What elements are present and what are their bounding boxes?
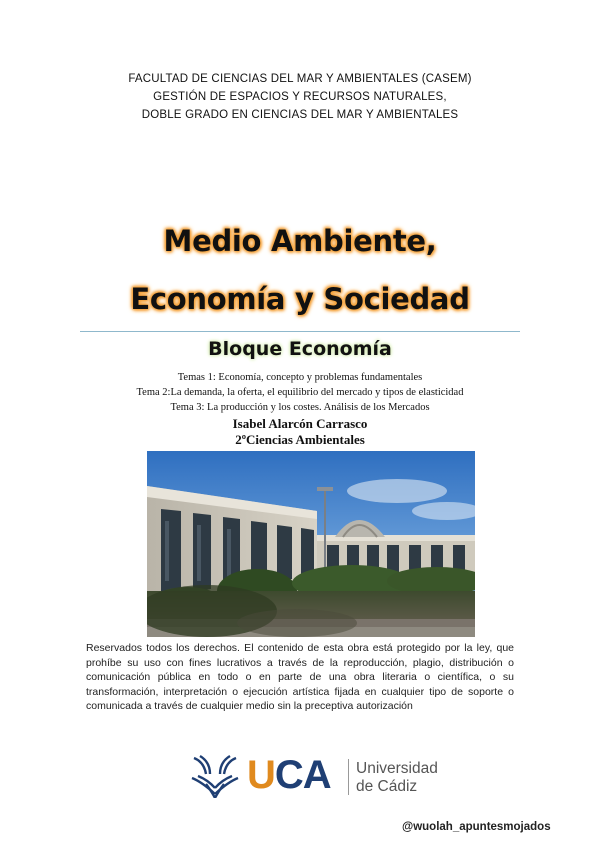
document-title-line1: Medio Ambiente, (163, 224, 437, 258)
topic-item: Temas 1: Economía, concepto y problemas fundamentales (177, 372, 423, 383)
faculty-header (0, 70, 600, 124)
topics-list (0, 370, 600, 415)
uca-emblem-icon (188, 752, 242, 798)
title-divider (80, 331, 520, 332)
logo-divider (348, 759, 349, 795)
campus-building-photo (147, 451, 475, 637)
university-name-line2: de Cádiz (356, 778, 418, 795)
author-block (0, 416, 600, 448)
university-logo (188, 752, 448, 800)
uca-letters-ca: CA (274, 753, 331, 797)
university-name-line1: Universidad (356, 760, 438, 777)
uca-letter-u: U (247, 753, 275, 797)
rights-notice: Reservados todos los derechos. El contenido de esta obra está protegido por la ley, que prohíbe su uso con fines lucrativos a través de la reproducción, plagio, distribución o comunicación pública en todo o en parte de una obra literaria o científica, o su transformación, interpretación o ejecución artística fijada en cualquier tipo de soporte o comunicada a través de cualquier medio sin la preceptiva autorización (86, 642, 514, 713)
block-subtitle: Bloque Economía (208, 338, 392, 360)
university-name (356, 760, 438, 796)
document-title-line2: Economía y Sociedad (130, 282, 470, 316)
uca-acronym (247, 754, 331, 796)
header-line-subject: GESTIÓN DE ESPACIOS Y RECURSOS NATURALES, (153, 91, 447, 103)
header-line-degree: DOBLE GRADO EN CIENCIAS DEL MAR Y AMBIENTALES (141, 109, 459, 121)
author-name: Isabel Alarcón Carrasco (232, 416, 368, 431)
header-line-faculty: FACULTAD DE CIENCIAS DEL MAR Y AMBIENTALES (CASEM) (128, 73, 472, 85)
topic-item: Tema 2:La demanda, la oferta, el equilibrio del mercado y tipos de elasticidad (136, 387, 464, 398)
author-course: 2ºCiencias Ambientales (235, 432, 365, 447)
watermark-handle: @wuolah_apuntesmojados (402, 821, 551, 833)
topic-item: Tema 3: La producción y los costes. Análisis de los Mercados (170, 402, 430, 413)
